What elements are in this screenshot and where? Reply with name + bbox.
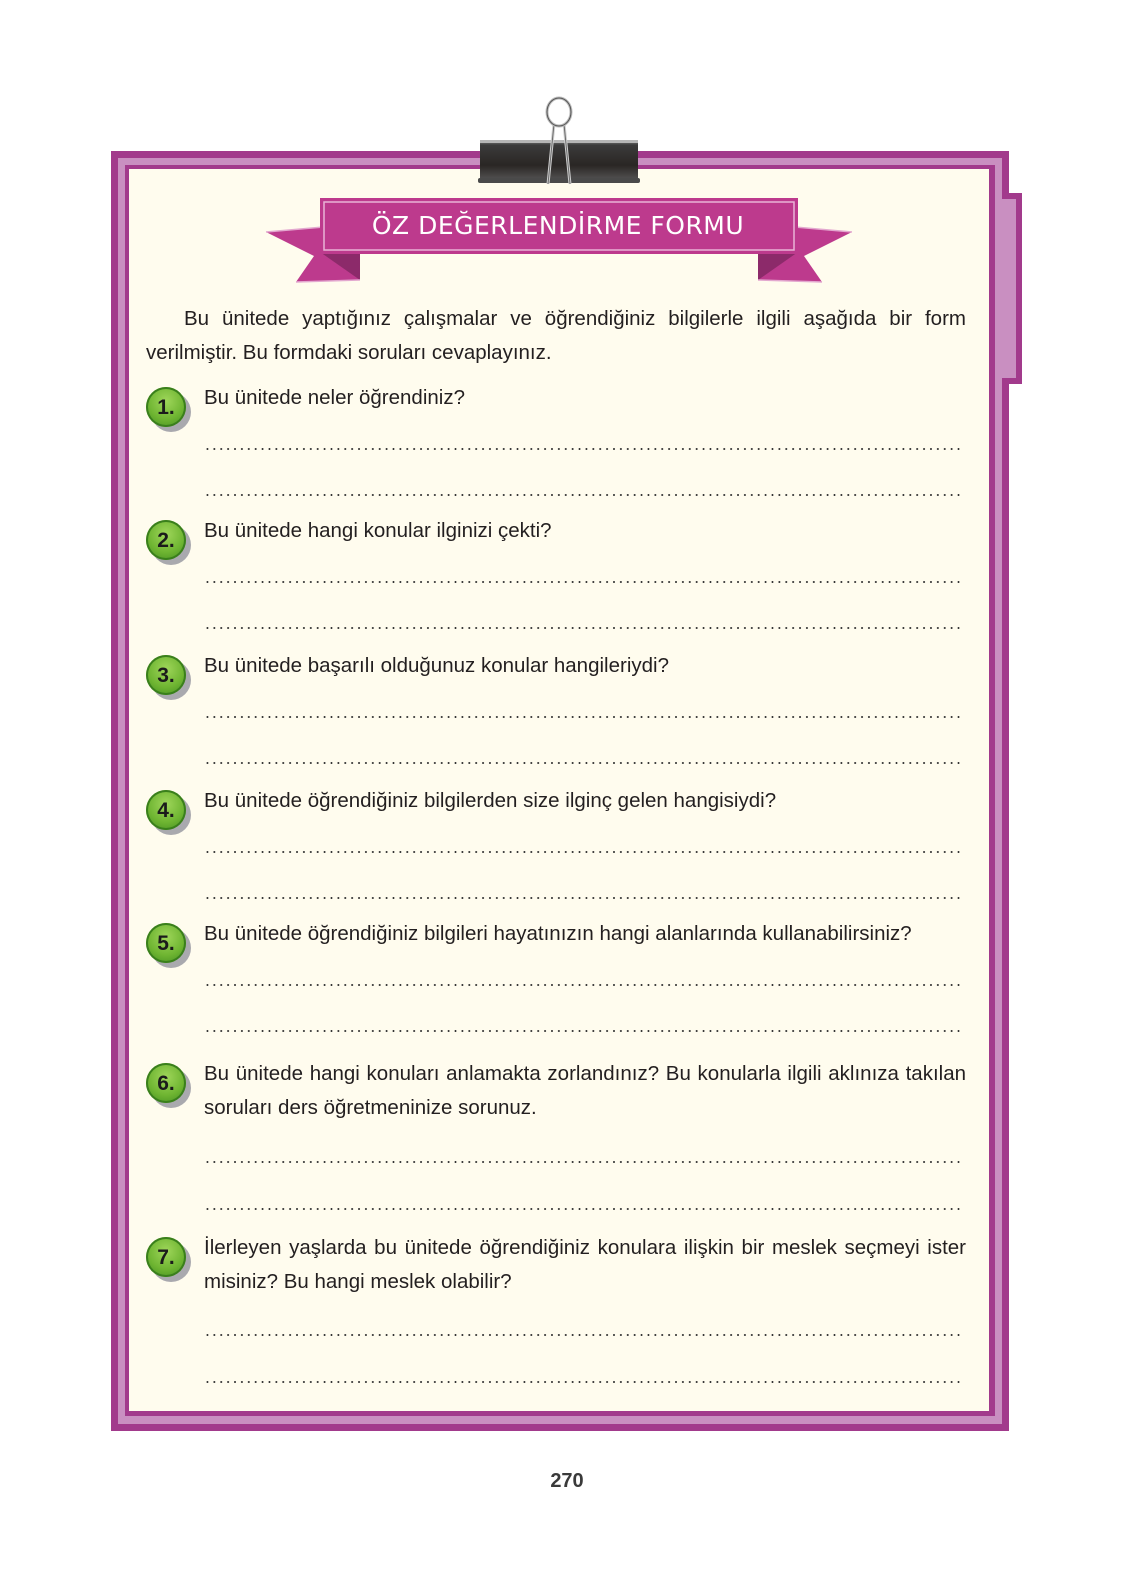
- answer-line[interactable]: [204, 1208, 962, 1210]
- question-text: Bu ünitede öğrendiğiniz bilgilerden size ilginç gelen hangisiydi?: [204, 789, 777, 812]
- number-badge: 3.: [146, 655, 186, 695]
- number-badge: 4.: [146, 790, 186, 830]
- number-badge: 7.: [146, 1237, 186, 1277]
- answer-line[interactable]: [204, 1381, 962, 1383]
- answer-line[interactable]: [204, 1161, 962, 1163]
- question-text: Bu ünitede hangi konular ilginizi çekti?: [204, 519, 552, 542]
- side-tab-band: [995, 199, 1016, 378]
- binder-clip-icon: [478, 96, 640, 188]
- answer-line[interactable]: [204, 716, 962, 718]
- number-badge: 5.: [146, 923, 186, 963]
- answer-line[interactable]: [204, 897, 962, 899]
- number-badge: 1.: [146, 387, 186, 427]
- answer-line[interactable]: [204, 1030, 962, 1032]
- answer-line[interactable]: [204, 762, 962, 764]
- answer-line[interactable]: [204, 1334, 962, 1336]
- page-title: ÖZ DEĞERLENDİRME FORMU: [371, 210, 745, 240]
- answer-line[interactable]: [204, 581, 962, 583]
- answer-line[interactable]: [204, 851, 962, 853]
- intro-paragraph: Bu ünitede yaptığınız çalışmalar ve öğrendiğiniz bilgilerle ilgili aşağıda bir form verilmiştir. Bu formdaki soruları cevaplayınız.: [146, 307, 966, 364]
- question-text: Bu ünitede başarılı olduğunuz konular hangileriydi?: [204, 654, 669, 677]
- question-text: İlerleyen yaşlarda bu ünitede öğrendiğiniz konulara ilişkin bir meslek seçmeyi ister misiniz? Bu hangi meslek olabilir?: [204, 1236, 966, 1293]
- answer-line[interactable]: [204, 984, 962, 986]
- page-number: 270: [550, 1470, 584, 1492]
- question-text: Bu ünitede hangi konuları anlamakta zorlandınız? Bu konularla ilgili aklınıza takılan soruları ders öğretmeninize sorunuz.: [204, 1062, 966, 1119]
- answer-line[interactable]: [204, 627, 962, 629]
- number-badge: 2.: [146, 520, 186, 560]
- question-text: Bu ünitede neler öğrendiniz?: [204, 386, 465, 409]
- answer-line[interactable]: [204, 494, 962, 496]
- answer-line[interactable]: [204, 448, 962, 450]
- number-badge: 6.: [146, 1063, 186, 1103]
- question-text: Bu ünitede öğrendiğiniz bilgileri hayatınızın hangi alanlarında kullanabilirsiniz?: [204, 922, 912, 945]
